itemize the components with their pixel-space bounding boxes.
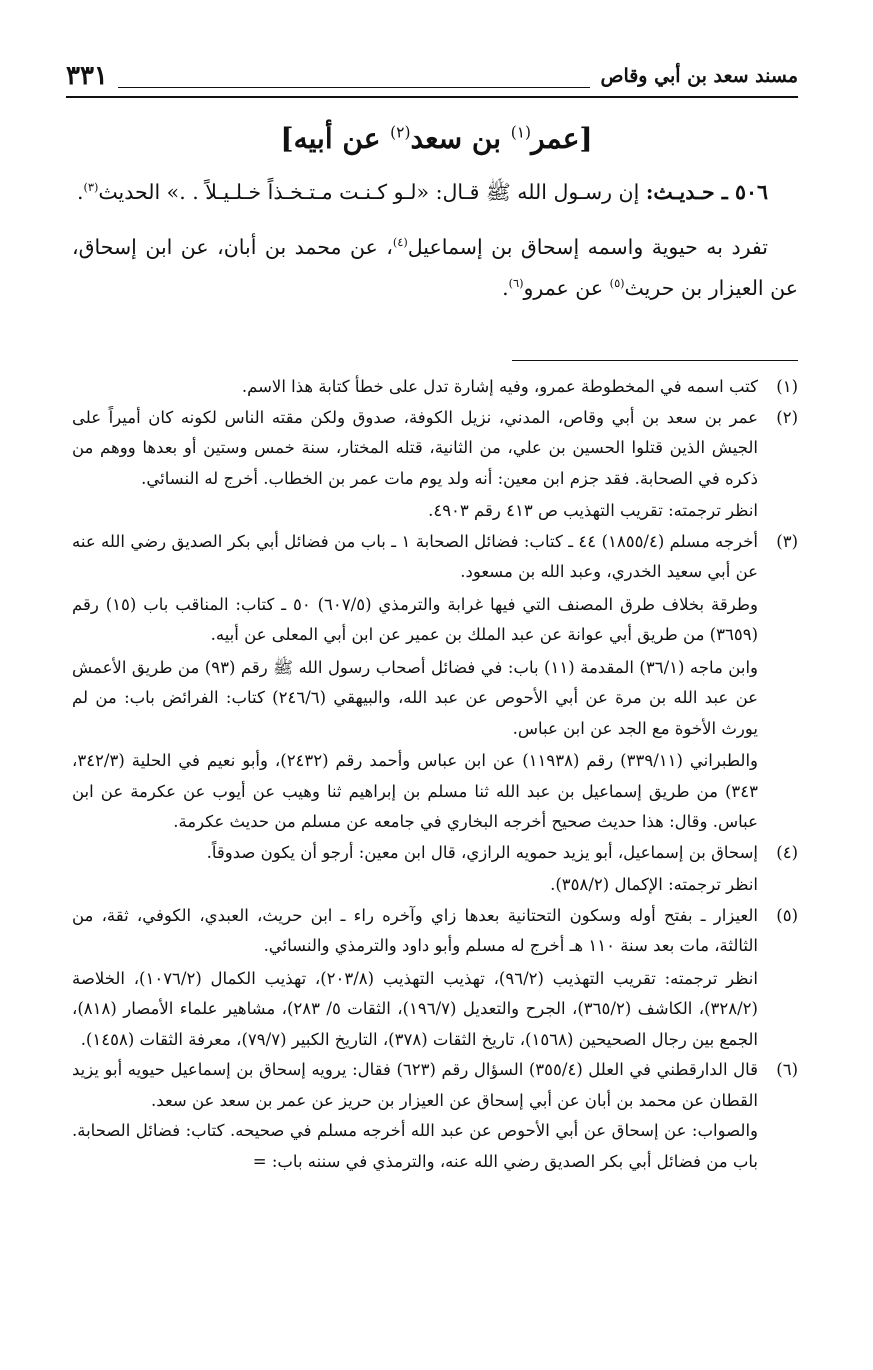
footnote-body (72, 403, 758, 527)
footnote-5 (72, 901, 798, 1056)
hadith-paragraph (72, 172, 798, 213)
footnote-text: عمر بن سعد بن أبي وقاص، المدني، نزيل الكوفة، صدوق ولكن مقته الناس لكونه كان أميراً على الجيش الذين قتلوا الحسين بن علي، من الثانية، قتله المختار، سنة خمس وستين أو بعدها ووهم من ذكره في الصحابة. فقد جزم ابن معين: أنه ولد يوم مات عمر بن الخطاب. أخرج له النسائي. (72, 407, 758, 488)
footnote-text: قال الدارقطني في العلل (٣٥٥/٤) السؤال رقم (٦٢٣) فقال: يرويه إسحاق بن إسماعيل حيويه أبو يزيد القطان عن محمد بن أبان عن أبي إسحاق عن العيزار بن حريز عن عمر بن سعد عن سعد. (72, 1060, 759, 1110)
narration-end: . (502, 276, 509, 300)
footnote-text: والصواب: عن إسحاق عن أبي الأحوص عن عبد الله أخرجه مسلم في صحيحه. كتاب: فضائل الصحابة. باب من فضائل أبي بكر الصديق رضي الله عنه، والترمذي في سننه باب: = (72, 1121, 758, 1171)
page-number: ٣٣١ (66, 61, 108, 91)
footnote-body (72, 901, 758, 1056)
footnote-ref: (٣) (83, 181, 99, 195)
footnotes (72, 372, 798, 1177)
title-text: [عمر (531, 122, 593, 155)
narration-text: تفرد به حيوية واسمه إسحاق بن إسماعيل (407, 235, 768, 259)
footnote-text: إسحاق بن إسماعيل، أبو يزيد حمويه الرازي، قال ابن معين: أرجو أن يكون صدوقاً. (206, 842, 758, 862)
narration-text: عن عمرو (523, 276, 610, 300)
footnote-ref: (٢) (390, 123, 411, 142)
footnote-text: وابن ماجه (٣٦/١) المقدمة (١١) باب: في فضائل أصحاب رسول الله ﷺ رقم (٩٣) من طريق الأعمش عن عبد الله بن مرة عن أبي الأحوص عن عبد الله، والبيهقي (٢٤٦/٦) كتاب: الفرائض باب: من لم يورث الأخوة مع الجد عن ابن عباس. (72, 657, 759, 738)
footnote-text: انظر ترجمته: تقريب التهذيب (٩٦/٢)، تهذيب التهذيب (٢٠٣/٨)، تهذيب الكمال (١٠٧٦/٢)، الخلاصة (٣٢٨/٢)، الكاشف (٣٦٥/٢)، الجرح والتعديل (١٩٦/٧)، الثقات ٥/ ٢٨٣)، مشاهير علماء الأمصار (٨١٨)، الجمع بين رجال الصحيحين (١٥٦٨)، تاريخ الثقات (٣٧٨)، التاريخ الكبير (٧٩/٧)، معرفة الثقات (١٤٥٨). (72, 968, 758, 1049)
title-text: بن سعد (410, 122, 511, 155)
main-text (72, 172, 798, 309)
footnote-number: (٤) (776, 842, 798, 862)
footnote-ref: (٤) (392, 236, 408, 250)
footnote-divider (512, 360, 798, 361)
footnote-3 (72, 527, 798, 838)
footnote-4 (72, 838, 798, 901)
footnote-ref: (١) (510, 123, 532, 142)
narration-paragraph (72, 227, 798, 309)
footnote-ref: (٦) (508, 277, 524, 291)
footnote-6 (72, 1055, 798, 1116)
section-title (0, 122, 873, 155)
footnote-2 (72, 403, 798, 527)
footnote-text: وطرقة بخلاف طرق المصنف التي فيها غرابة والترمذي (٦٠٧/٥) ٥٠ ـ كتاب: المناقب باب (١٥) رقم (٣٦٥٩) من طريق أبي عوانة عن عبد الملك بن عمير عن ابن أبي المعلى عن أبيه. (72, 594, 758, 644)
footnote-text: والطبراني (٣٣٩/١١) رقم (١١٩٣٨) عن ابن عباس وأحمد رقم (٢٤٣٢)، وأبو نعيم في الحلية (٣٤٢/٣، ٣٤٣) من طريق إسماعيل بن عبد الله ثنا مسلم بن إبراهيم ثنا وهيب عن أيوب عن عكرمة عن ابن عباس. وقال: هذا حديث صحيح أخرجه البخاري في جامعه عن مسلم من حديث عكرمة. (72, 751, 759, 831)
hadith-text: إن رسـول الله ﷺ قـال: «لـو كـنـت مـتـخـذاً خـلـيـلاً . .» الحديث (98, 180, 646, 204)
footnote-ref: (٥) (609, 277, 625, 291)
footnote-text: أخرجه مسلم (١٨٥٥/٤) ٤٤ ـ كتاب: فضائل الصحابة ١ ـ باب من فضائل أبي بكر الصديق رضي الله عنه عن أبي سعيد الخدري، وعبد الله بن مسعود. (72, 531, 758, 581)
footnote-continuation (72, 1116, 798, 1177)
hadith-label: ٥٠٦ ـ حـديـث: (645, 180, 768, 204)
running-title: مسند سعد بن أبي وقاص (600, 65, 798, 87)
footnote-text: العيزار ـ بفتح أوله وسكون التحتانية بعدها زاي وآخره راء ـ ابن حريث، العبدي، الكوفي، ثقة، من الثالثة، مات بعد سنة ١١٠ هـ أخرج له مسلم وأبو داود والترمذي والنسائي. (72, 905, 758, 955)
footnote-text: انظر ترجمته: تقريب التهذيب ص ٤١٣ رقم ٤٩٠٣. (428, 501, 758, 520)
footnote-number: (٥) (776, 905, 798, 925)
narration-text: ، عن محمد بن أبان، عن ابن إسحاق، عن العيزار بن حريث (72, 235, 798, 300)
footnote-body (72, 838, 758, 901)
page-header (66, 56, 798, 98)
footnote-number: (١) (776, 377, 798, 396)
footnote-text: كتب اسمه في المخطوطة عمرو، وفيه إشارة تدل على خطأ كتابة هذا الاسم. (241, 377, 758, 396)
header-rule (118, 87, 591, 88)
footnote-number: (٢) (776, 407, 798, 427)
footnote-number: (٦) (776, 1060, 798, 1079)
footnote-1 (72, 372, 798, 403)
footnote-text: انظر ترجمته: الإكمال (٣٥٨/٢). (550, 875, 758, 894)
footnote-body (72, 527, 758, 838)
title-text: عن أبيه] (280, 122, 391, 155)
footnote-body (72, 1055, 758, 1116)
footnote-body (72, 372, 758, 403)
hadith-end: . (76, 180, 84, 204)
footnote-number: (٣) (776, 531, 798, 551)
